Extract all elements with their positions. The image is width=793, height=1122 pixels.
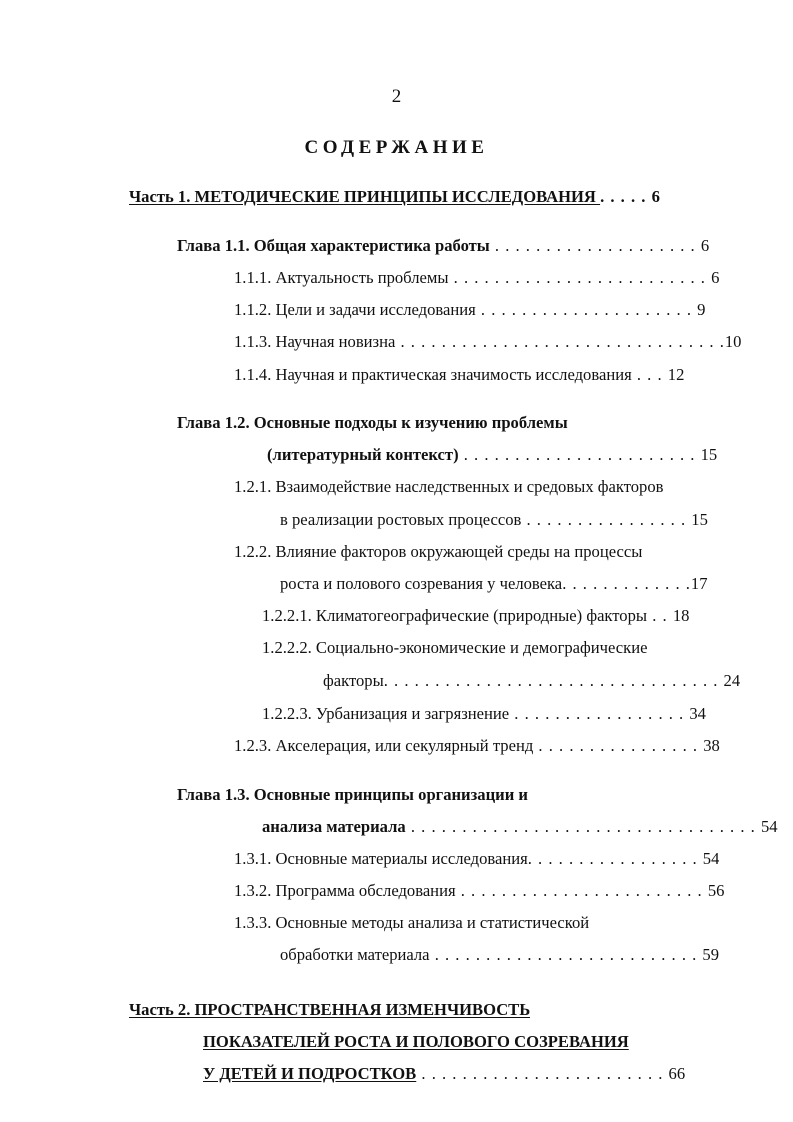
toc-page-ref: 10 — [724, 332, 742, 351]
toc-entry-text: 1.1.1. Актуальность проблемы — [234, 268, 449, 287]
toc-chapter-1-2[interactable] — [177, 410, 568, 436]
toc-leader: . . . . . . . . . . . . . . . . . . . . . . . . . . . . . . . . . . — [405, 817, 761, 836]
toc-leader: . . . . . . . . . . . . . . . . . . . . . . . . . . . . . . . . — [395, 332, 725, 351]
toc-section-1-2-1[interactable] — [234, 474, 663, 500]
toc-leader: . . . . . . . . . . . . . . . . . . . . . . . . . . . . . . . . . — [383, 671, 724, 690]
toc-entry-text: У ДЕТЕЙ И ПОДРОСТКОВ — [203, 1064, 417, 1083]
toc-entry-text: в реализации ростовых процессов — [280, 510, 522, 529]
toc-leader: . . . . . — [600, 187, 652, 206]
toc-page-ref: 56 — [707, 881, 725, 900]
toc-page-ref: 34 — [689, 704, 706, 723]
toc-entry-text: 1.1.4. Научная и практическая значимость исследования — [234, 365, 632, 384]
toc-page-ref: 54 — [702, 849, 720, 868]
toc-leader: . . . . . . . . . . . . . . . . . . . . — [489, 236, 701, 255]
toc-entry-text: Часть 2. ПРОСТРАНСТВЕННАЯ ИЗМЕНЧИВОСТЬ — [129, 1000, 531, 1019]
toc-leader: . . . . . . . . . . . . . . . . . — [509, 704, 690, 723]
toc-leader: . . . . . . . . . . . . . — [562, 574, 691, 593]
toc-leader: . . . . . . . . . . . . . . . . . . . . . . . — [458, 445, 701, 464]
toc-entry-text: 1.1.2. Цели и задачи исследования — [234, 300, 476, 319]
toc-section-1-3-3[interactable] — [234, 910, 589, 936]
toc-entry-text: обработки материала — [280, 945, 430, 964]
toc-section-1-1-1[interactable] — [234, 265, 719, 291]
toc-part-2-cont-1[interactable] — [203, 1029, 629, 1055]
toc-page-ref: 17 — [690, 574, 708, 593]
toc-entry-text: 1.2.3. Акселерация, или секулярный тренд — [234, 736, 534, 755]
toc-subsection-1-2-2-2-cont[interactable] — [323, 668, 740, 694]
toc-entry-text: ПОКАЗАТЕЛЕЙ РОСТА И ПОЛОВОГО СОЗРЕВАНИЯ — [203, 1032, 629, 1051]
toc-entry-text: 1.3.1. Основные материалы исследования — [234, 849, 528, 868]
toc-part-1[interactable] — [129, 184, 660, 210]
toc-page-ref: 18 — [672, 606, 690, 625]
toc-entry-text: роста и полового созревания у человека — [280, 574, 563, 593]
toc-section-1-3-3-cont[interactable] — [280, 942, 719, 968]
toc-chapter-1-1[interactable] — [177, 233, 709, 259]
toc-page-ref: 9 — [697, 300, 706, 319]
toc-page-ref: 6 — [711, 268, 720, 287]
toc-section-1-2-3[interactable] — [234, 733, 720, 759]
toc-leader: . . . . . . . . . . . . . . . . . . . . . . . . — [416, 1064, 669, 1083]
toc-page-ref: 12 — [667, 365, 685, 384]
toc-chapter-1-3[interactable] — [177, 782, 528, 808]
toc-entry-text: 1.2.2.1. Климатогеографические (природные) факторы — [262, 606, 648, 625]
toc-page-ref: 6 — [651, 187, 660, 206]
toc-page-ref: 6 — [700, 236, 710, 255]
toc-page-ref: 54 — [760, 817, 778, 836]
toc-leader: . . . — [631, 365, 668, 384]
toc-entry-text: факторы — [323, 671, 384, 690]
toc-section-1-2-2[interactable] — [234, 539, 642, 565]
toc-leader: . . . . . . . . . . . . . . . . . . . . . . . . . . — [429, 945, 703, 964]
toc-subsection-1-2-2-3[interactable] — [262, 701, 706, 727]
toc-section-1-1-4[interactable] — [234, 362, 684, 388]
toc-part-2-cont-2[interactable] — [203, 1061, 685, 1087]
toc-leader: . . . . . . . . . . . . . . . . . — [527, 849, 703, 868]
toc-page-ref: 15 — [700, 445, 718, 464]
toc-leader: . . . . . . . . . . . . . . . . . . . . . . . . — [455, 881, 708, 900]
toc-leader: . . — [647, 606, 673, 625]
toc-section-1-1-3[interactable] — [234, 329, 741, 355]
toc-entry-text: 1.2.2. Влияние факторов окружающей среды на процессы — [234, 542, 643, 561]
toc-entry-text: 1.3.3. Основные методы анализа и статистической — [234, 913, 590, 932]
toc-leader: . . . . . . . . . . . . . . . . — [533, 736, 704, 755]
toc-entry-text: Глава 1.2. Основные подходы к изучению проблемы — [177, 413, 568, 432]
toc-part-2[interactable] — [129, 997, 530, 1023]
toc-page-ref: 38 — [703, 736, 720, 755]
toc-entry-text: Часть 1. МЕТОДИЧЕСКИЕ ПРИНЦИПЫ ИССЛЕДОВАНИЯ — [129, 187, 601, 206]
toc-page-ref: 24 — [723, 671, 741, 690]
toc-entry-text: (литературный контекст) — [267, 445, 459, 464]
toc-section-1-2-2-cont[interactable] — [280, 571, 708, 597]
toc-page-ref: 66 — [668, 1064, 686, 1083]
toc-entry-text: 1.2.2.3. Урбанизация и загрязнение — [262, 704, 510, 723]
toc-page-ref: 59 — [702, 945, 720, 964]
page-number: 2 — [391, 86, 402, 107]
toc-leader: . . . . . . . . . . . . . . . . — [521, 510, 692, 529]
toc-chapter-1-3-cont[interactable] — [262, 814, 778, 840]
toc-entry-text: 1.2.2.2. Социально-экономические и демографические — [262, 638, 648, 657]
toc-title: СОДЕРЖАНИЕ — [304, 137, 489, 158]
toc-entry-text: Глава 1.1. Общая характеристика работы — [177, 236, 490, 255]
toc-chapter-1-2-cont[interactable] — [267, 442, 717, 468]
toc-section-1-3-1[interactable] — [234, 846, 719, 872]
toc-entry-text: Глава 1.3. Основные принципы организации и — [177, 785, 528, 804]
toc-section-1-3-2[interactable] — [234, 878, 724, 904]
toc-section-1-1-2[interactable] — [234, 297, 705, 323]
toc-entry-text: 1.2.1. Взаимодействие наследственных и средовых факторов — [234, 477, 664, 496]
toc-leader: . . . . . . . . . . . . . . . . . . . . . . . . . — [448, 268, 712, 287]
toc-section-1-2-1-cont[interactable] — [280, 507, 708, 533]
toc-entry-text: анализа материала — [262, 817, 406, 836]
toc-entry-text: 1.1.3. Научная новизна — [234, 332, 396, 351]
toc-leader: . . . . . . . . . . . . . . . . . . . . . — [475, 300, 698, 319]
toc-entry-text: 1.3.2. Программа обследования — [234, 881, 456, 900]
toc-subsection-1-2-2-2[interactable] — [262, 635, 647, 661]
toc-subsection-1-2-2-1[interactable] — [262, 603, 689, 629]
toc-page-ref: 15 — [691, 510, 708, 529]
